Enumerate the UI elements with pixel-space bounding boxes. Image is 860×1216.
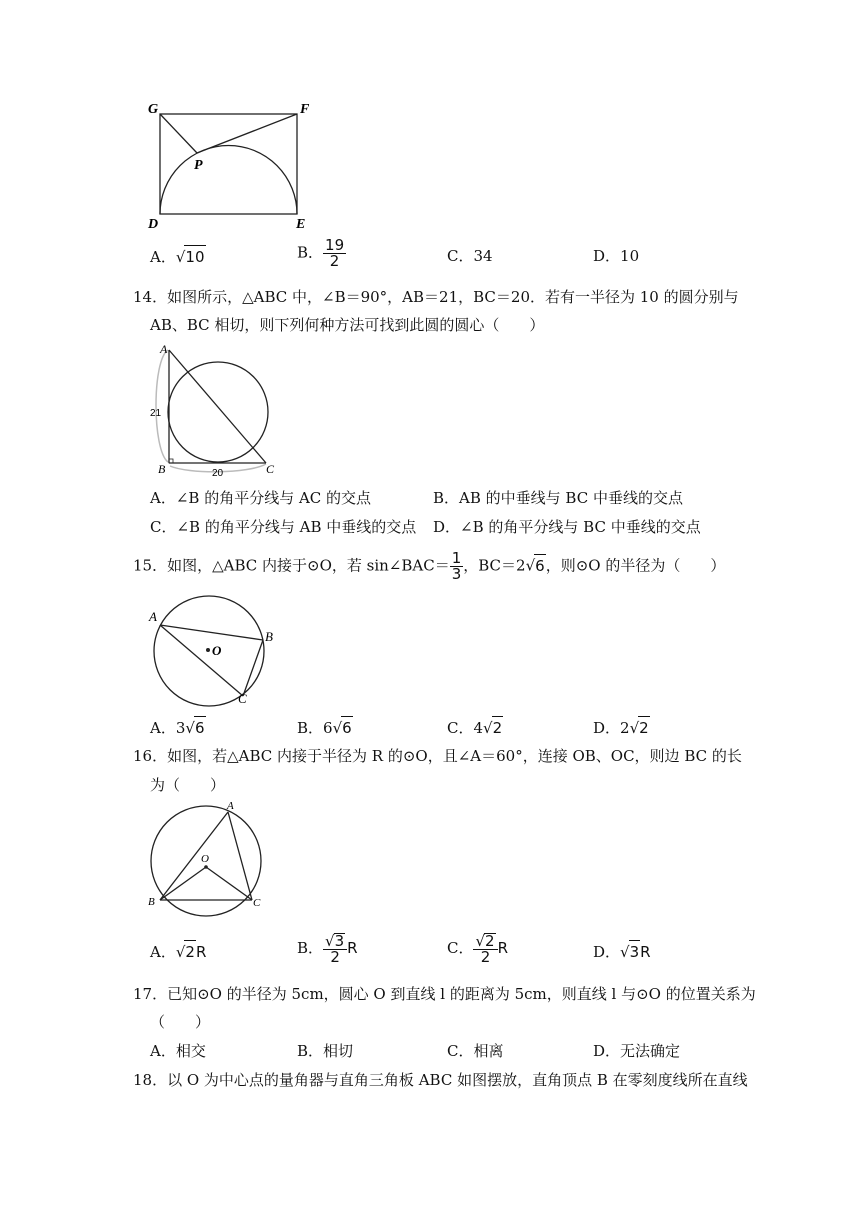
q16-label-o: O	[201, 853, 209, 865]
q16-center-dot	[204, 865, 208, 869]
q16-option-d[interactable]: D．√3R	[593, 940, 651, 963]
q14-label-c: C	[266, 462, 275, 476]
q13-option-a[interactable]: A．√10	[150, 245, 206, 268]
q13-option-b-fraction: $\frac{19}{2}$	[325, 236, 345, 270]
q17-option-d[interactable]: D．无法确定	[593, 1042, 681, 1060]
q13-figure	[140, 95, 320, 235]
q17-option-b[interactable]: B．相切	[297, 1042, 354, 1060]
q14-circle	[168, 362, 268, 462]
q16-label-a: A	[227, 800, 234, 812]
q14-option-b[interactable]: B．AB 的中垂线与 BC 中垂线的交点	[433, 489, 683, 507]
q17-option-a[interactable]: A．相交	[150, 1042, 206, 1060]
q14-label-a: A	[160, 342, 168, 356]
q14-side-ac	[169, 350, 266, 463]
q15-label-o: O	[212, 643, 222, 658]
q16-side-ab	[160, 812, 228, 900]
q14-option-c[interactable]: C．∠B 的角平分线与 AB 中垂线的交点	[150, 518, 417, 536]
q13-option-d[interactable]: D．10	[593, 247, 640, 265]
q15-option-b[interactable]: B．6√6	[297, 716, 353, 739]
q13-label-e: E	[296, 217, 306, 232]
q14-label-bc-length: 20	[212, 468, 224, 479]
q16-label-c: C	[253, 897, 261, 909]
q13-segment-pf	[197, 114, 297, 153]
q15-center-dot	[206, 648, 210, 652]
q16-figure	[140, 798, 270, 918]
q15-stem: 15．如图，△ABC 内接于⊙O，若 sin∠BAC＝ $\frac{1}{3}$ ，BC＝2√6，则⊙O 的半径为（ ）	[133, 549, 726, 583]
q13-label-f: F	[300, 102, 310, 117]
q16-stem-line2: 为（ ）	[150, 776, 226, 794]
q13-option-b[interactable]: B． $\frac{19}{2}$	[297, 236, 345, 270]
q14-stem-line2: AB、BC 相切，则下列何种方法可找到此圆的圆心（ ）	[150, 316, 545, 334]
q17-option-c[interactable]: C．相离	[447, 1042, 504, 1060]
q13-option-a-radicand: 10	[184, 245, 205, 268]
q16-stem-line1: 16．如图，若△ABC 内接于半径为 R 的⊙O，且∠A＝60°，连接 OB、OC，则边 BC 的长	[133, 747, 742, 765]
q14-stem-line1: 14．如图所示，△ABC 中，∠B＝90°，AB＝21，BC＝20．若有一半径为 10 的圆分别与	[133, 288, 739, 306]
q18-stem-line1: 18．以 O 为中心点的量角器与直角三角板 ABC 如图摆放，直角顶点 B 在零刻度线所在直线	[133, 1071, 748, 1089]
q15-option-d[interactable]: D．2√2	[593, 716, 650, 739]
q16-option-c-fraction: $\frac{√2}{2}$	[473, 933, 497, 965]
q16-option-b-fraction: $\frac{√3}{2}$	[323, 933, 347, 965]
q15-stem-fraction: $\frac{1}{3}$	[451, 549, 462, 583]
q13-label-p: P	[194, 158, 203, 173]
q16-segment-ob	[160, 867, 206, 900]
q13-label-g: G	[148, 102, 159, 117]
q17-stem-line1: 17．已知⊙O 的半径为 5cm，圆心 O 到直线 l 的距离为 5cm，则直线 l 与⊙O 的位置关系为	[133, 985, 756, 1003]
q17-stem-line2: （ ）	[150, 1013, 211, 1031]
q13-label-d: D	[148, 217, 159, 232]
q15-figure	[145, 595, 285, 710]
q14-brace-ab	[156, 350, 168, 462]
q13-semicircle	[160, 146, 297, 215]
q14-figure	[148, 340, 288, 480]
q13-rectangle	[160, 114, 297, 214]
q13-segment-gp	[160, 114, 197, 153]
q16-label-b: B	[148, 896, 155, 908]
q15-label-a: A	[149, 609, 157, 624]
q16-segment-oc	[206, 867, 252, 900]
q15-option-a[interactable]: A．3√6	[150, 716, 206, 739]
q14-label-b: B	[158, 462, 166, 476]
q14-option-d[interactable]: D．∠B 的角平分线与 BC 中垂线的交点	[433, 518, 701, 536]
q16-option-c[interactable]: C． $\frac{√2}{2}$ R	[447, 932, 509, 966]
q14-option-a[interactable]: A．∠B 的角平分线与 AC 的交点	[150, 489, 372, 507]
q15-option-c[interactable]: C．4√2	[447, 716, 503, 739]
q15-label-b: B	[265, 629, 273, 644]
q16-option-b[interactable]: B． $\frac{√3}{2}$ R	[297, 932, 358, 966]
q15-side-bc	[243, 640, 263, 696]
q15-label-c: C	[238, 691, 247, 706]
q13-option-c[interactable]: C．34	[447, 247, 493, 265]
q16-option-a[interactable]: A．√2R	[150, 940, 206, 963]
q14-label-ab-length: 21	[150, 408, 162, 419]
